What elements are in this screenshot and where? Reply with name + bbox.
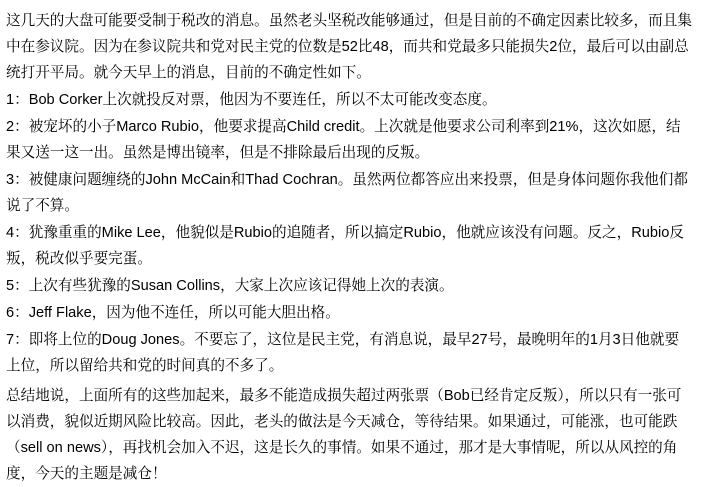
paragraph-item-3: 3：被健康问题缠绕的John McCain和Thad Cochran。虽然两位都答应出来投票，但是身体问题你我他们都说了不算。 [6,172,688,214]
paragraph-item-6: 6：Jeff Flake，因为他不连任，所以可能大胆出格。 [6,305,340,321]
paragraph-intro: 这几天的大盘可能要受制于税改的消息。虽然老头坚税改能够通过，但是目前的不确定因素比较多，而且集中在参议院。因为在参议院共和党对民主党的位数是52比48，而共和党最多只能损失2位，最后可以由副总统打开平局。就今天早上的消息，目前的不确定性如下。 [6,13,692,81]
paragraph-item-2: 2：被宠坏的小子Marco Rubio，他要求提高Child credit。上次就是他要求公司利率到21%，这次如愿，结果又送一这一出。虽然是博出镜率，但是不排除最后出现的反叛。 [6,119,681,161]
paragraph-conclusion: 总结地说，上面所有的这些加起来，最多不能造成损失超过两张票（Bob已经肯定反叛），所以只有一张可以消费，貌似近期风险比较高。因此，老头的做法是今天减仓，等待结果。如果通过，可能涨，也可能跌（sell on news），再找机会加入不迟，这是长久的事情。如果不通过，那才是大事情呢，所以从风控的角度，今天的主题是减仓！ [6,388,682,482]
paragraph-item-5: 5：上次有些犹豫的Susan Collins，大家上次应该记得她上次的表演。 [6,278,454,294]
paragraph-item-4: 4：犹豫重重的Mike Lee，他貌似是Rubio的追随者，所以搞定Rubio，他就应该没有问题。反之，Rubio反叛，税改似乎要完蛋。 [6,225,684,267]
paragraph-item-1: 1：Bob Corker上次就投反对票，他因为不要连任，所以不太可能改变态度。 [6,92,497,108]
paragraph-item-7: 7：即将上位的Doug Jones。不要忘了，这位是民主党，有消息说，最早27号，最晚明年的1月3日他就要上位，所以留给共和党的时间真的不多了。 [6,332,680,374]
